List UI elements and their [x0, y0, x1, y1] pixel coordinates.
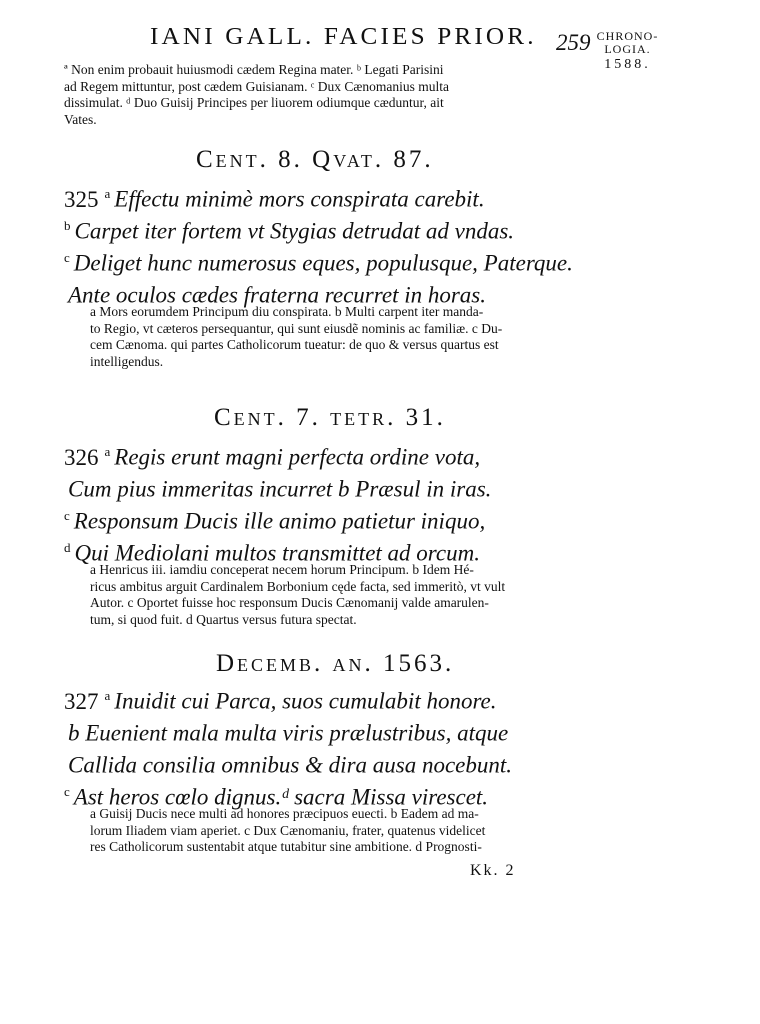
verse-text: Qui Mediolani multos transmittet ad orcum. [74, 540, 480, 566]
verse-line [64, 500, 624, 532]
note-line: to Regio, vt cæteros persequantur, qui sunt eiusdẽ nominis ac familiæ. c Du- [90, 320, 503, 336]
verse-text: Ante oculos cædes fraterna recurret in horas. [68, 282, 486, 308]
verse-text: Responsum Ducis ille animo patietur iniquo, [73, 508, 486, 534]
verse-text: Inuidit cui Parca, suos cumulabit honore. [114, 688, 497, 714]
verse-number: 325 [64, 186, 99, 212]
verse-text: Ast heros cœlo dignus.ᵈ sacra Missa virescet. [73, 784, 489, 810]
note-line: cem Cænoma. qui partes Catholicorum tueatur: de quo & versus quartus est [90, 337, 499, 352]
running-head: IANI GALL. FACIES PRIOR. [150, 24, 537, 50]
verse-text: Deliget hunc numerosus eques, populusque, Paterque. [73, 250, 573, 276]
verse-line [64, 436, 624, 468]
section-heading: Cent. 7. tetr. 31. [214, 404, 446, 431]
verse-block [64, 436, 624, 564]
verse-line [64, 468, 624, 500]
verse-line [64, 242, 624, 274]
verse-text: Effectu minimè mors conspirata carebit. [114, 186, 485, 212]
verse-line [64, 274, 624, 306]
verse-line [64, 712, 624, 744]
note-line: ª Non enim probauit huiusmodi cædem Regina mater. ᵇ Legati Parisini [64, 62, 444, 77]
note-line: ad Regem mittuntur, post cædem Guisianam. ᶜ Dux Cænomanius multa [64, 78, 450, 94]
verse-line [64, 178, 624, 210]
verse-mark: c [64, 250, 70, 265]
note-line: a Mors eorumdem Principum diu conspirata. b Multi carpent iter manda- [90, 304, 484, 319]
verse-number: 327 [64, 688, 99, 714]
verse-mark: a [104, 688, 111, 703]
footnotes [90, 562, 586, 628]
signature-mark: Kk. 2 [470, 862, 516, 879]
footnotes [90, 806, 586, 856]
note-line: lorum Iliadem viam aperiet. c Dux Cænomaniu, frater, quatenus videlicet [90, 822, 486, 838]
note-line: Vates. [64, 111, 97, 127]
note-line: a Henricus iii. iamdiu conceperat necem horum Principum. b Idem Hé- [90, 562, 474, 577]
verse-mark: a [104, 186, 111, 201]
verse-mark: a [104, 444, 111, 459]
page-number: 259 [556, 30, 591, 55]
note-line: dissimulat. ᵈ Duo Guisij Principes per liuorem odiumque cæduntur, ait [64, 95, 444, 110]
note-line: intelligendus. [90, 353, 164, 369]
section-heading: Cent. 8. Qvat. 87. [196, 146, 434, 173]
margin-note-year: 1588. [604, 57, 651, 72]
note-line: Autor. c Oportet fuisse hoc responsum Ducis Cænomanij valde amarulen- [90, 595, 489, 610]
verse-mark: b [64, 218, 71, 233]
margin-note-line1: CHRONO- [596, 29, 659, 43]
verse-line [64, 744, 624, 776]
verse-line [64, 210, 624, 242]
section-heading: Decemb. an. 1563. [216, 650, 455, 677]
note-line: ricus ambitus arguit Cardinalem Borbonium cęde facta, sed immeritò, vt vult [90, 578, 506, 594]
verse-mark: c [64, 508, 70, 523]
note-line: res Catholicorum sustentabit atque tutabitur sine ambitione. d Prognosti- [90, 839, 482, 854]
margin-note-line2: LOGIA. [604, 42, 651, 56]
verse-mark: c [64, 784, 70, 799]
verse-block [64, 178, 624, 306]
verse-text: Regis erunt magni perfecta ordine vota, [114, 444, 481, 470]
verse-text: Carpet iter fortem vt Stygias detrudat ad vndas. [74, 218, 515, 244]
top-notes [64, 62, 624, 128]
verse-mark: d [64, 540, 71, 555]
verse-line [64, 776, 624, 808]
footnotes [90, 304, 586, 370]
verse-block [64, 680, 624, 808]
note-line: a Guisij Ducis nece multi ad honores præcipuos euecti. b Eadem ad ma- [90, 806, 479, 821]
verse-line [64, 680, 624, 712]
verse-text: Cum pius immeritas incurret b Præsul in iras. [68, 476, 492, 502]
note-line: tum, si quod fuit. d Quartus versus futura spectat. [90, 611, 357, 627]
verse-text: Callida consilia omnibus & dira ausa nocebunt. [68, 752, 513, 778]
verse-text: b Euenient mala multa viris prælustribus, atque [68, 720, 509, 746]
verse-number: 326 [64, 444, 99, 470]
verse-line [64, 532, 624, 564]
